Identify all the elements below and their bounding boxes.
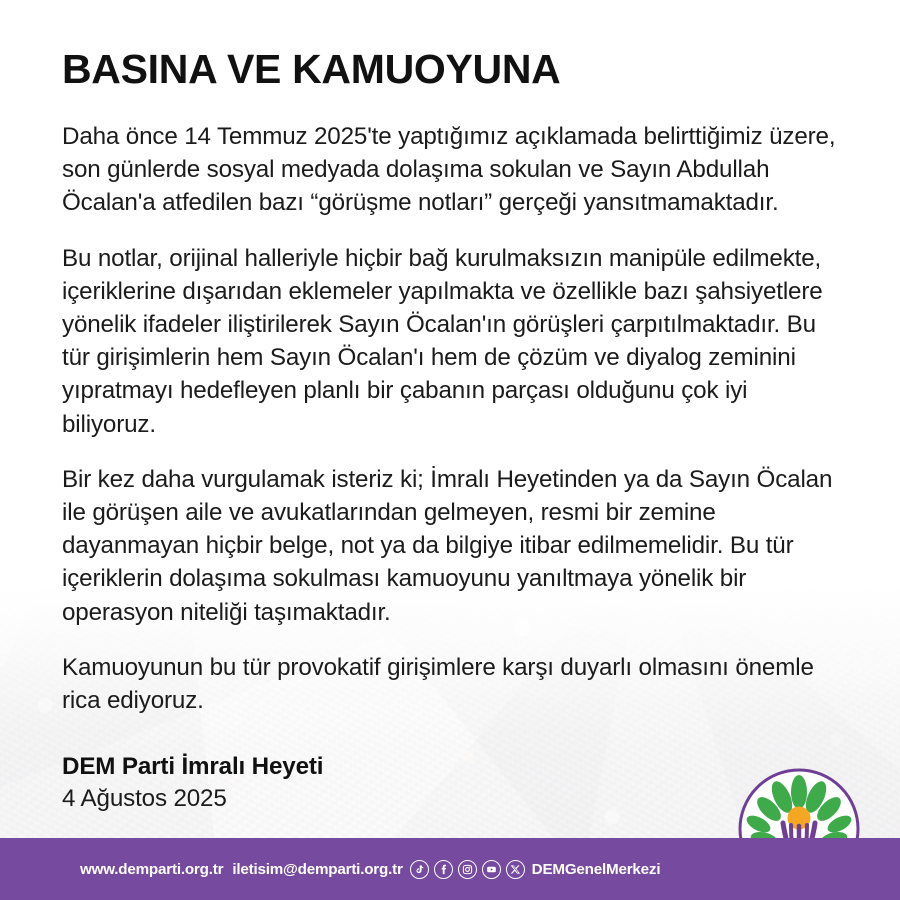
paragraph-2: Bu notlar, orijinal halleriyle hiçbir bağ kurulmaksızın manipüle edilmekte, içeriklerine dışarıdan eklemeler yapılmakta ve özellikle bazı şahsiyetlere yönelik ifadeler iliştirilerek Sayın Öcalan'ın görüşleri çarpıtılmaktadır. Bu tür girişimlerin hem Sayın Öcalan'ı hem de çözüm ve diyalog zeminini yıpratmayı hedefleyen planlı bir çabanın parçası olduğunu çok iyi biliyoruz. <box>62 244 823 438</box>
page-title: BASINA VE KAMUOYUNA <box>62 46 561 92</box>
x-twitter-icon[interactable] <box>506 860 525 879</box>
contact-email[interactable]: iletisim@demparti.org.tr <box>232 860 403 878</box>
footer-contact-strip <box>0 860 660 879</box>
social-icons-group <box>410 860 525 879</box>
paragraph-3: Bir kez daha vurgulamak isteriz ki; İmralı Heyetinden ya da Sayın Öcalan ile görüşen aile ve avukatlarından gelmeyen, resmi bir zemine dayanmayan hiçbir belge, not ya da bilgiye itibar edilmemelidir. Bu tür içeriklerin dolaşıma sokulması kamuoyunu yanıltmaya yönelik bir operasyon niteliği taşımaktadır. <box>62 465 833 626</box>
website-url[interactable]: www.demparti.org.tr <box>80 860 224 878</box>
social-handle[interactable]: DEMGenelMerkezi <box>531 860 661 878</box>
paragraph-1: Daha önce 14 Temmuz 2025'te yaptığımız açıklamada belirttiğimiz üzere, son günlerde sosyal medyada dolaşıma sokulan ve Sayın Abdullah Öcalan'a atfedilen bazı “görüşme notları” gerçeği yansıtmamaktadır. <box>62 123 836 217</box>
signature-name: DEM Parti İmralı Heyeti <box>62 753 324 781</box>
footer-bar <box>0 838 900 900</box>
signature-date: 4 Ağustos 2025 <box>62 785 227 813</box>
tiktok-icon[interactable] <box>410 860 429 879</box>
instagram-icon[interactable] <box>458 860 477 879</box>
signature-block <box>62 717 838 815</box>
facebook-icon[interactable] <box>434 860 453 879</box>
youtube-icon[interactable] <box>482 860 501 879</box>
paragraph-4: Kamuoyunun bu tür provokatif girişimlere karşı duyarlı olmasını önemle rica ediyoruz. <box>62 653 814 715</box>
